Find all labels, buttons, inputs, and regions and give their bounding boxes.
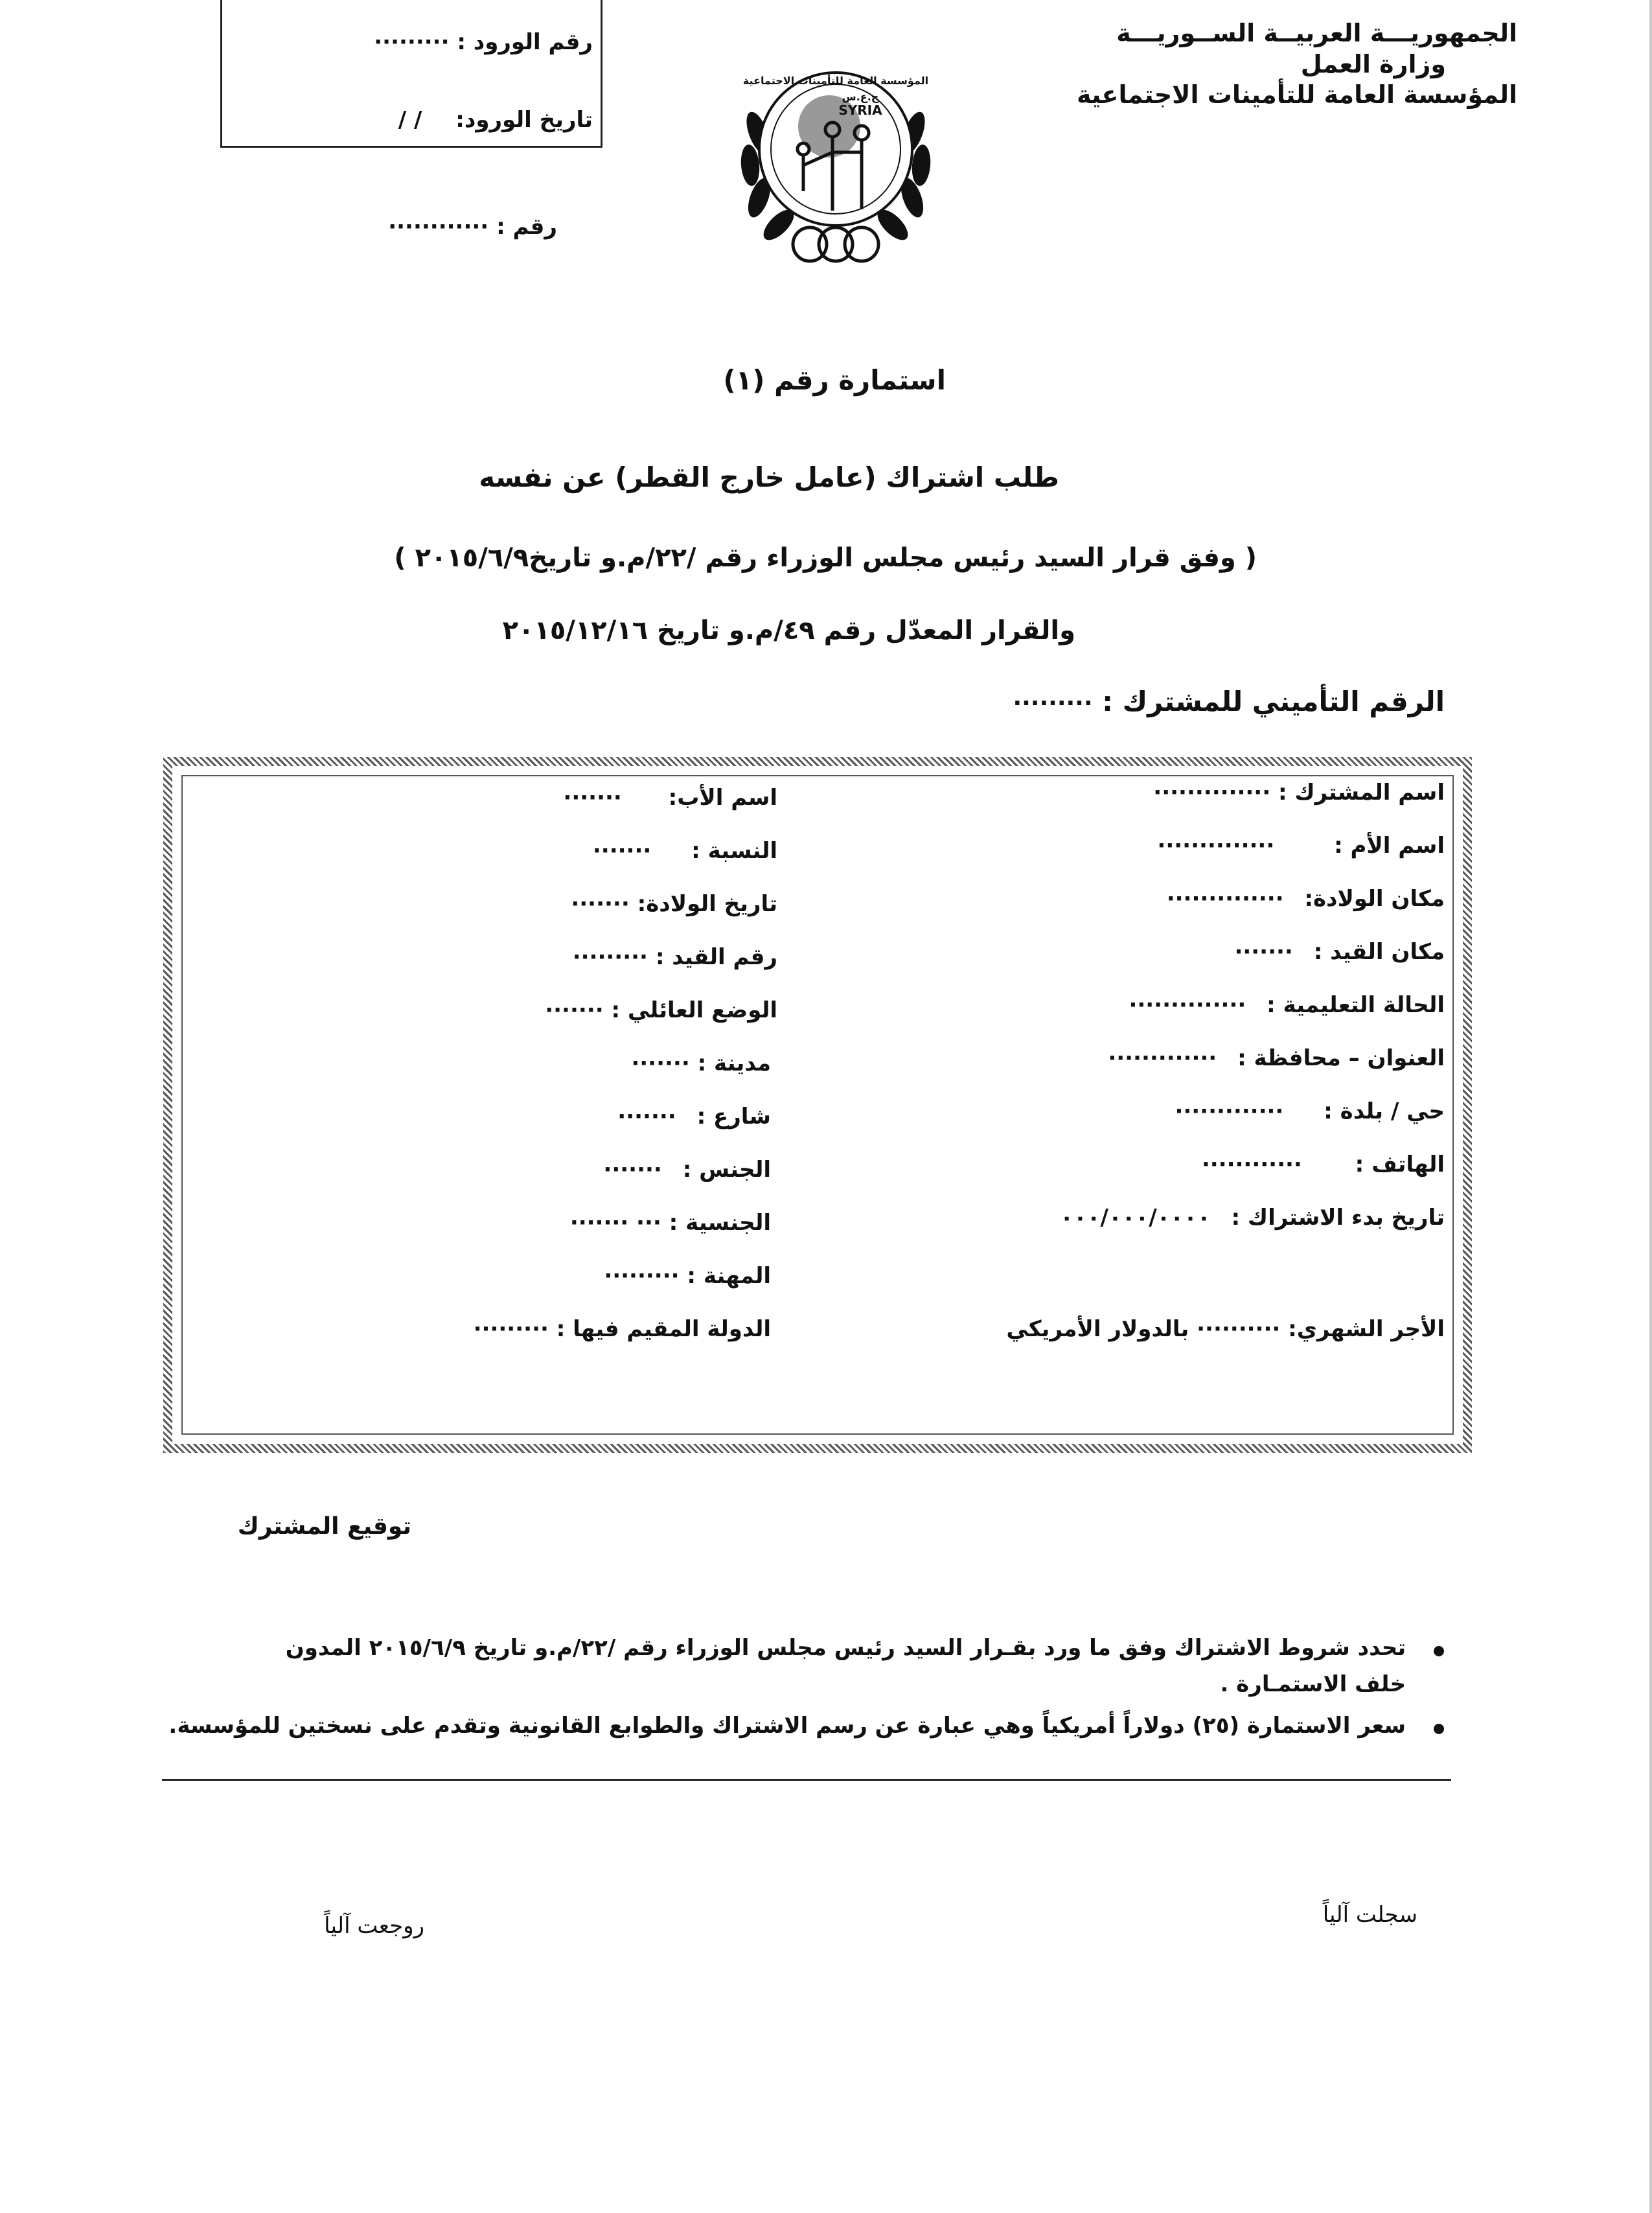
field-label: الأجر الشهري: bbox=[1288, 1316, 1445, 1342]
note-1-line-2: خلف الاستمـارة . bbox=[1220, 1671, 1406, 1697]
field-occupation bbox=[604, 1263, 771, 1289]
field-birth-place bbox=[1167, 886, 1445, 912]
field-gender bbox=[603, 1157, 771, 1183]
field-label: مدينة : bbox=[697, 1050, 771, 1076]
reception-number bbox=[374, 29, 593, 55]
field-value[interactable]: ··· ······· bbox=[569, 1210, 661, 1236]
field-label: الحالة التعليمية : bbox=[1267, 992, 1445, 1018]
decision-line-2: والقرار المعدّل رقم ٤٩/م.و تاريخ ٢٠١٥/١٢/١٦ bbox=[502, 616, 1075, 645]
field-value[interactable]: ·········· بالدولار الأمريكي bbox=[1006, 1316, 1281, 1342]
field-district bbox=[1175, 1098, 1445, 1124]
field-label: رقم القيد : bbox=[655, 944, 777, 970]
field-label: مكان القيد : bbox=[1313, 939, 1445, 965]
field-label: الدولة المقيم فيها : bbox=[556, 1316, 771, 1342]
field-value[interactable]: ········· bbox=[473, 1316, 549, 1342]
registered-label: سجلت آلياً bbox=[1322, 1902, 1417, 1928]
insurance-number-label: الرقم التأميني للمشترك : bbox=[1102, 686, 1445, 717]
field-father-name bbox=[563, 785, 777, 811]
field-value[interactable]: ········· bbox=[572, 944, 648, 970]
reviewed-label: روجعت آلياً bbox=[324, 1913, 424, 1939]
field-label: المهنة : bbox=[687, 1263, 771, 1289]
field-subscriber-name bbox=[1153, 780, 1445, 805]
field-label: العنوان – محافظة : bbox=[1237, 1045, 1445, 1071]
field-value[interactable]: ······· bbox=[545, 997, 604, 1023]
field-value[interactable]: ·············· bbox=[1157, 833, 1275, 859]
page-edge bbox=[1649, 0, 1652, 2213]
field-label: شارع : bbox=[696, 1104, 771, 1130]
insurance-number bbox=[1013, 686, 1445, 717]
field-label: حي / بلدة : bbox=[1324, 1098, 1445, 1124]
header-country: الجمهوريـــة العربيــة الســوريـــة bbox=[1116, 19, 1517, 47]
field-label: الجنس : bbox=[682, 1157, 771, 1183]
field-label: اسم الأب: bbox=[668, 785, 777, 811]
field-label: الهاتف : bbox=[1355, 1152, 1445, 1177]
insurance-number-dots[interactable]: ········· bbox=[1013, 690, 1093, 717]
field-education bbox=[1129, 992, 1445, 1018]
field-value[interactable]: ······· bbox=[603, 1157, 662, 1183]
field-value[interactable]: ······· bbox=[617, 1104, 676, 1130]
field-label: الوضع العائلي : bbox=[611, 997, 777, 1023]
logo-country-en: SYRIA bbox=[838, 102, 882, 118]
field-value[interactable]: ············ bbox=[1201, 1152, 1302, 1177]
signature-label: توقيع المشترك bbox=[237, 1513, 411, 1540]
field-lineage bbox=[593, 838, 777, 864]
header-institution: المؤسسة العامة للتأمينات الاجتماعية bbox=[1077, 80, 1517, 109]
field-registry-place bbox=[1234, 939, 1445, 965]
field-value[interactable]: ············· bbox=[1108, 1045, 1217, 1071]
field-label: النسبة : bbox=[691, 838, 777, 864]
note-2: سعر الاستمارة (٢٥) دولاراً أمريكياً وهي عبارة عن رسم الاشتراك والطوابع القانونية وتقدم على نسختين للمؤسسة. bbox=[168, 1713, 1406, 1739]
field-value[interactable]: ······· bbox=[631, 1050, 690, 1076]
field-street bbox=[617, 1104, 771, 1130]
field-value[interactable]: ······· bbox=[1234, 939, 1293, 965]
reception-number-dots[interactable]: ········· bbox=[374, 29, 450, 55]
reception-date-label: تاريخ الورود: bbox=[455, 107, 593, 133]
note-1-line-1: تحدد شروط الاشتراك وفق ما ورد بقـرار السيد رئيس مجلس الوزراء رقم /٢٢/م.و تاريخ ٢٠١٥/٦/٩ المدون bbox=[285, 1635, 1406, 1661]
field-residence-country bbox=[474, 1316, 771, 1342]
reception-date bbox=[398, 107, 593, 133]
ref-number-label: رقم : bbox=[496, 214, 557, 240]
field-label: الجنسية : bbox=[669, 1210, 771, 1236]
field-label: اسم الأم : bbox=[1334, 833, 1445, 859]
field-label: تاريخ الولادة: bbox=[637, 891, 777, 917]
field-value[interactable]: ·············· bbox=[1129, 992, 1246, 1018]
reception-number-label: رقم الورود : bbox=[457, 29, 593, 55]
field-value[interactable]: ٠٠٠/٠٠٠/٠٠٠٠ bbox=[1060, 1205, 1211, 1231]
field-value[interactable]: ·············· bbox=[1153, 780, 1271, 805]
ref-number bbox=[388, 214, 557, 240]
header-block bbox=[1064, 18, 1517, 111]
field-birth-date bbox=[571, 891, 777, 917]
logo-emblem bbox=[719, 36, 952, 269]
form-subtitle: طلب اشتراك (عامل خارج القطر) عن نفسه bbox=[479, 461, 1059, 493]
field-monthly-wage bbox=[1006, 1316, 1445, 1342]
note-bullet-2 bbox=[1434, 1724, 1444, 1734]
field-address-governorate bbox=[1108, 1045, 1445, 1071]
field-value[interactable]: ······· bbox=[563, 785, 622, 811]
field-value[interactable]: ············· bbox=[1175, 1098, 1284, 1124]
logo-country-ar: ج.ع.س bbox=[842, 91, 879, 103]
field-label: مكان الولادة: bbox=[1304, 886, 1445, 912]
separator-line bbox=[162, 1779, 1451, 1781]
field-value[interactable]: ······· bbox=[571, 891, 630, 917]
form-title: استمارة رقم (١) bbox=[723, 364, 946, 396]
field-label: اسم المشترك : bbox=[1278, 780, 1445, 805]
decision-line-1: ( وفق قرار السيد رئيس مجلس الوزراء رقم /٢٢/م.و تاريخ٢٠١٥/٦/٩ ) bbox=[394, 543, 1257, 573]
field-phone bbox=[1202, 1152, 1445, 1177]
field-value[interactable]: ·············· bbox=[1166, 886, 1284, 912]
ref-number-dots[interactable]: ············ bbox=[388, 214, 489, 240]
field-nationality bbox=[570, 1210, 771, 1236]
note-bullet-1 bbox=[1434, 1646, 1444, 1656]
field-value[interactable]: ······· bbox=[592, 838, 652, 864]
field-city bbox=[631, 1050, 771, 1076]
field-marital-status bbox=[545, 997, 777, 1023]
header-ministry: وزارة العمل bbox=[1300, 49, 1446, 78]
field-label: تاريخ بدء الاشتراك : bbox=[1231, 1205, 1445, 1231]
logo-arc-text: المؤسسة العامة للتأمينات الاجتماعية bbox=[742, 75, 929, 87]
field-mother-name bbox=[1157, 833, 1445, 859]
reception-date-value[interactable]: / / bbox=[398, 107, 422, 133]
field-value[interactable]: ········· bbox=[604, 1263, 680, 1289]
field-start-date bbox=[1060, 1205, 1445, 1231]
field-registry-number bbox=[573, 944, 777, 970]
